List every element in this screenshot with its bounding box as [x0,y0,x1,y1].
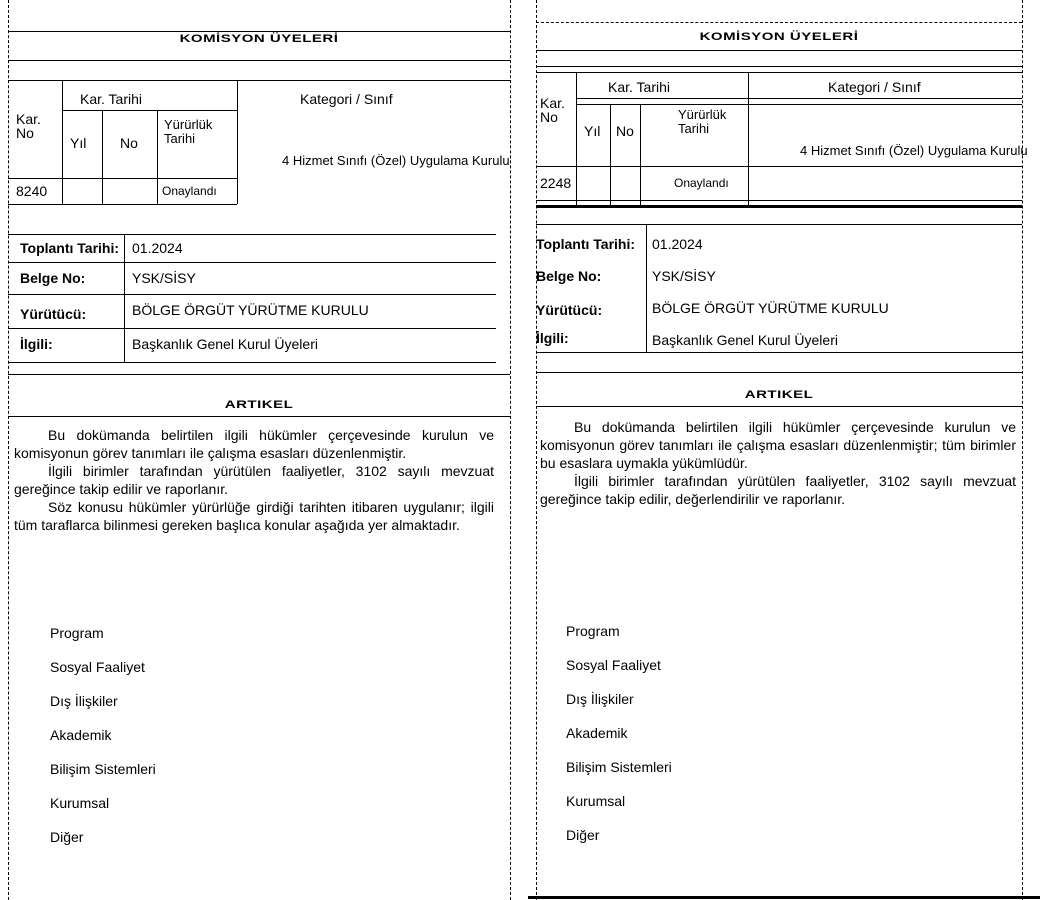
col-category-header: Kategori / Sınıf [300,91,393,107]
list-item: Akademik [566,725,628,741]
list-item: Program [50,625,104,641]
left-title: KOMİSYON ÜYELERİ [179,32,339,45]
right-paragraph-2: İlgili birimler tarafından yürütülen faaliyetler, 3102 sayılı mevzuat gereğince takip edilir, değerlendirilir ve raporlanır. [540,473,1016,507]
col-category-header: Kategori / Sınıf [828,79,921,95]
col-kar-no: Kar. No [540,95,565,125]
col-kar-no: Kar. No [16,111,41,141]
row-status: Onaylandı [162,184,217,198]
list-item: Bilişim Sistemleri [566,759,672,775]
right-border [1022,0,1023,900]
row-status: Onaylandı [674,176,729,190]
col-group-header: Kar. Tarihi [608,79,670,95]
row-kar-no: 2248 [540,175,572,191]
col-sub-no: No [120,135,138,151]
field-value-2: YSK/SİSY [652,268,716,284]
col-sub-year: Yıl [70,135,87,151]
col-sub-no: No [616,123,634,139]
list-item: Program [566,623,620,639]
list-item: Dış İlişkiler [566,691,634,707]
left-section-title: ARTIKEL [224,398,294,411]
list-item: Akademik [50,727,112,743]
field-label-4: İlgili: [536,330,569,346]
list-item: Bilişim Sistemleri [50,761,156,777]
row-category: 4 Hizmet Sınıfı (Özel) Uygulama Kurulu [800,143,1028,158]
field-value-3: BÖLGE ÖRGÜT YÜRÜTME KURULU [652,300,889,316]
right-title: KOMİSYON ÜYELERİ [699,30,859,43]
field-value-1: 01.2024 [132,240,183,256]
list-item: Sosyal Faaliyet [50,659,145,675]
list-item: Kurumsal [566,793,626,809]
left-border [8,0,9,900]
field-label-4: İlgili: [20,336,53,352]
field-value-4: Başkanlık Genel Kurul Üyeleri [652,332,838,348]
right-document-panel [528,0,1040,900]
field-label-1: Toplantı Tarihi: [20,240,120,256]
left-item-list [50,616,156,854]
list-item: Diğer [566,827,600,843]
left-body-text [14,426,494,534]
row-kar-no: 8240 [16,183,48,199]
right-section-title: ARTIKEL [744,388,814,401]
col-sub-date: Yürürlük Tarihi [164,117,213,146]
col-group-header: Kar. Tarihi [80,91,142,107]
field-value-1: 01.2024 [652,236,703,252]
left-paragraph-3: Söz konusu hükümler yürürlüğe girdiği tarihten itibaren uygulanır; ilgili tüm taraflarca bilinmesi gereken başlıca konular aşağıda yer almaktadır. [14,499,494,533]
left-paragraph-2: İlgili birimler tarafından yürütülen faaliyetler, 3102 sayılı mevzuat gereğince takip edilir ve raporlanır. [14,463,494,497]
list-item: Kurumsal [50,795,110,811]
field-label-3: Yürütücü: [536,302,603,318]
list-item: Diğer [50,829,84,845]
left-document-panel [0,0,512,900]
right-border [510,0,511,900]
row-category: 4 Hizmet Sınıfı (Özel) Uygulama Kurulu [282,153,510,168]
left-paragraph-1: Bu dokümanda belirtilen ilgili hükümler çerçevesinde kurulun ve komisyonun görev tanımları ile çalışma esasları düzenlenmiştir. [14,427,494,461]
field-value-4: Başkanlık Genel Kurul Üyeleri [132,336,318,352]
field-label-1: Toplantı Tarihi: [536,236,636,252]
right-body-text [540,418,1016,508]
field-value-3: BÖLGE ÖRGÜT YÜRÜTME KURULU [132,302,369,318]
left-border [536,0,537,900]
field-value-2: YSK/SİSY [132,270,196,286]
bottom-rule [528,896,1040,899]
field-label-2: Belge No: [20,270,86,286]
right-item-list [566,614,672,852]
field-label-2: Belge No: [536,268,602,284]
col-sub-year: Yıl [584,123,601,139]
list-item: Dış İlişkiler [50,693,118,709]
field-label-3: Yürütücü: [20,306,87,322]
col-sub-date: Yürürlük Tarihi [678,107,727,136]
list-item: Sosyal Faaliyet [566,657,661,673]
right-paragraph-1: Bu dokümanda belirtilen ilgili hükümler çerçevesinde kurulun ve komisyonun görev tanımları ile çalışma esasları düzenlenmiştir; tüm birimler bu esaslara uymakla yükümlüdür. [540,419,1016,471]
